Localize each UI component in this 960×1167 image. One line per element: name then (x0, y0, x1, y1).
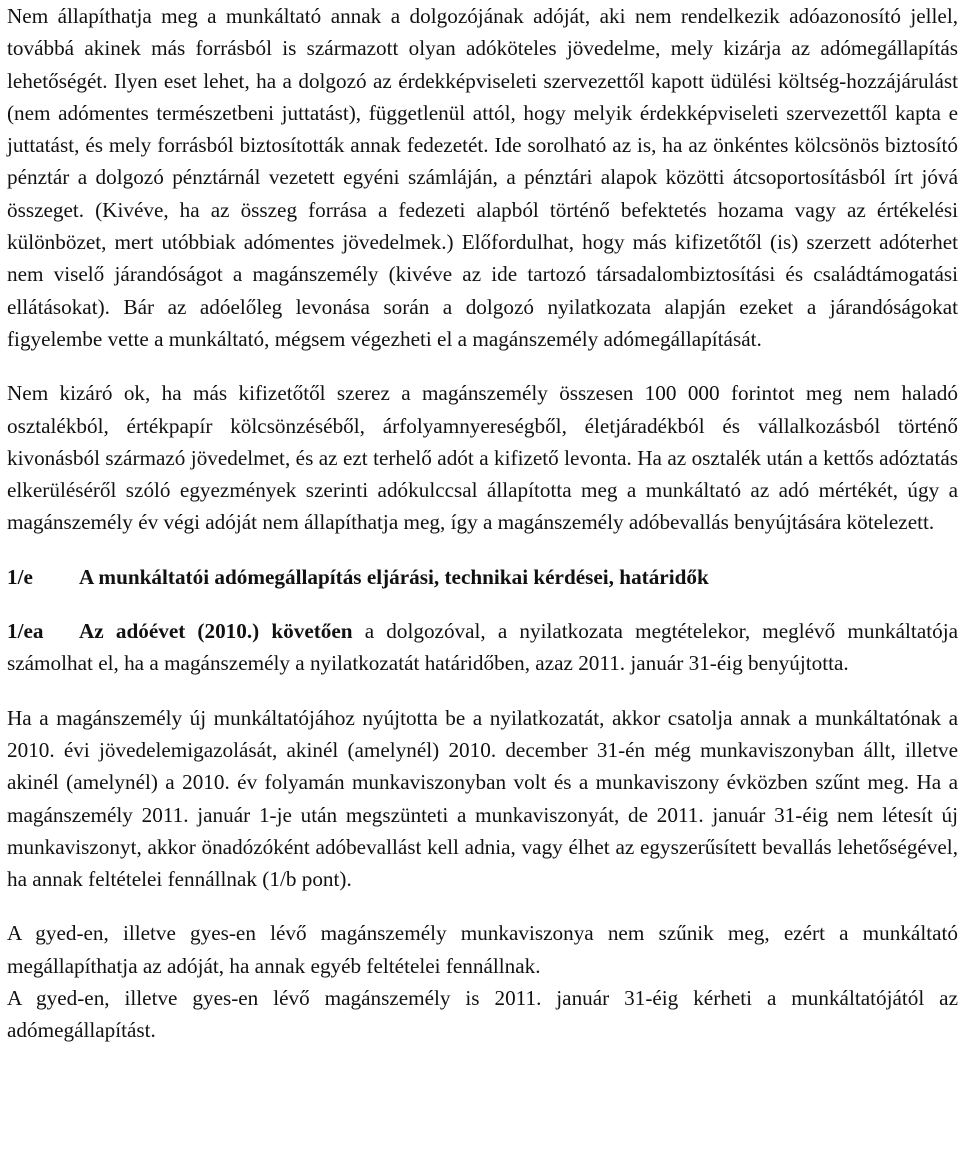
subsection-number: 1/ea (7, 619, 44, 644)
section-title: A munkáltatói adómegállapítás eljárási, technikai kérdései, határidők (79, 564, 709, 589)
paragraph-new-employer: Ha a magánszemély új munkáltatójához nyújtotta be a nyilatkozatát, akkor csatolja annak a munkáltatónak a 2010. évi jövedelemigazolását, akinél (amelynél) 2010. december 31-én még munkaviszonyban állt, illetve akinél (amelynél) a 2010. év folyamán munkaviszonyban volt és a munkaviszony évközben szűnt meg. Ha a magánszemély 2011. január 1-je után megszünteti a munkaviszonyát, de 2011. január 31-éig nem létesít új munkaviszonyt, akkor önadózóként adóbevallást kell adnia, vagy élhet az egyszerűsített bevallás lehetőségével, ha annak feltételei fennállnak (1/b pont). (7, 705, 958, 892)
section-number: 1/e (7, 564, 33, 589)
paragraph-exceptions: Nem kizáró ok, ha más kifizetőtől szerez a magánszemély összesen 100 000 forintot meg nem haladó osztalékból, értékpapír kölcsönzéséből, árfolyamnyereségből, életjáradékból és vállalkozásból történő kivonásból származó jövedelmet, és az ezt terhelő adót a kifizető levonta. Ha az osztalék után a kettős adóztatás elkerüléséről szóló egyezmények szerinti adókulccsal állapította meg a munkáltató az adó mértékét, úgy a magánszemély év végi adóját nem állapíthatja meg, így a magánszemély adóbevallás benyújtására kötelezett. (7, 381, 958, 535)
paragraph-gyed-gyes-2: A gyed-en, illetve gyes-en lévő magánszemély is 2011. január 31-éig kérheti a munkáltatójától az adómegállapítást. (7, 986, 958, 1043)
paragraph-gyed-gyes-1: A gyed-en, illetve gyes-en lévő magánszemély munkaviszonya nem szűnik meg, ezért a munkáltató megállapíthatja az adóját, ha annak egyéb feltételei fennállnak. (7, 921, 958, 978)
paragraph-1ea (7, 615, 958, 680)
paragraph-eligibility: Nem állapíthatja meg a munkáltató annak a dolgozójának adóját, aki nem rendelkezik adóazonosító jellel, továbbá akinek más forrásból is származott olyan adóköteles jövedelme, mely kizárja az adómegállapítás lehetőségét. Ilyen eset lehet, ha a dolgozó az érdekképviseleti szervezettől kapott üdülési költség-hozzájárulást (nem adómentes természetbeni juttatást), függetlenül attól, hogy melyik érdekképviseleti szervezettől kapta e juttatást, és mely forrásból biztosították annak fedezetét. Ide sorolható az is, ha az önkéntes kölcsönös biztosító pénztár a dolgozó pénztárnál vezetett egyéni számláján, a pénztári alapok közötti átcsoportosításból írt jóvá összeget. (Kivéve, ha az összeg forrása a fedezeti alapból történő befektetés hozama vagy az értékelési különbözet, mert utóbbiak adómentes jövedelmek.) Előfordulhat, hogy más kifizetőtől (is) szerzett adóterhet nem viselő járandóságot a magánszemély (kivéve az ide tartozó társadalombiztosítási és családtámogatási ellátásokat). Bár az adóelőleg levonása során a dolgozó nyilatkozata alapján ezeket a járandóságokat figyelembe vette a munkáltató, mégsem végezheti el a magánszemély adómegállapítását. (7, 4, 958, 351)
subsection-text: a dolgozóval, a nyilatkozata megtételekor, meglévő munkáltatója számolhat el, ha a magánszemély a nyilatkozatát határidőben, azaz 2011. január 31-éig benyújtotta. (7, 619, 958, 676)
subsection-lead: Az adóévet (2010.) követően (79, 619, 353, 644)
document-page (7, 0, 958, 1047)
section-heading-1e (7, 561, 958, 593)
